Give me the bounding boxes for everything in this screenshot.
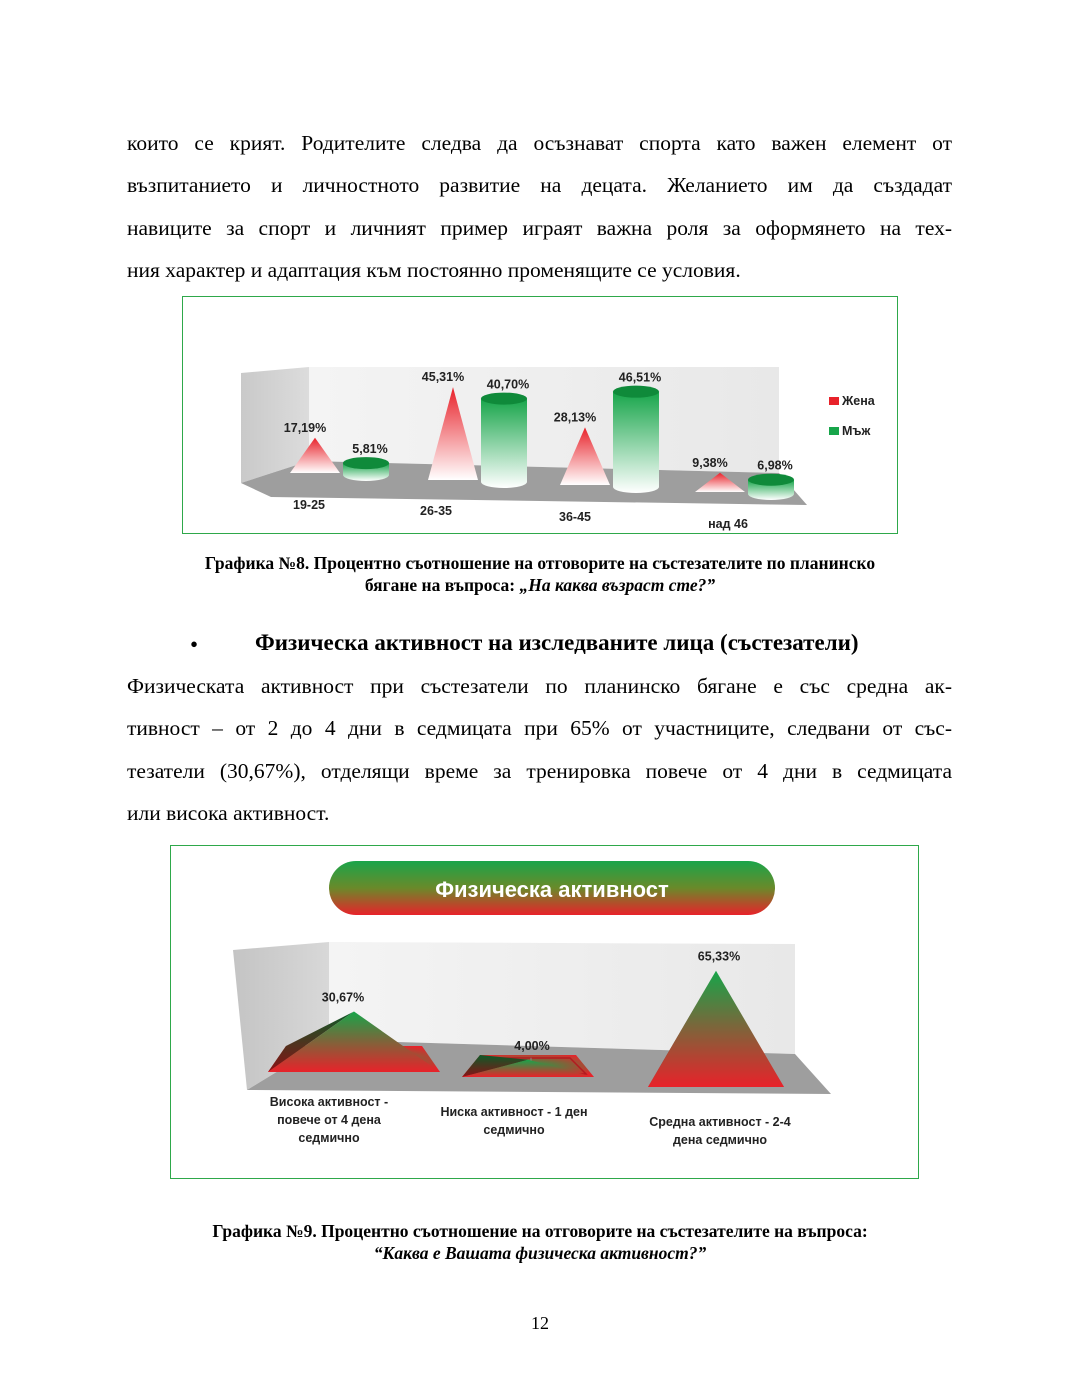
legend-female: Жена	[842, 394, 875, 408]
category-label-1: повече от 4 дена	[277, 1113, 381, 1127]
bar-male-top-над 46	[748, 474, 794, 486]
legend-male: Мъж	[842, 424, 871, 438]
paragraph-line: тезатели (30,67%), отделящи време за тренировка повече от 4 дни в седмицата	[127, 758, 952, 783]
data-label-3: 65,33%	[697, 949, 741, 964]
section-heading: Физическа активност на изследваните лица (състезатели)	[255, 630, 859, 655]
category-label-19-25: 19-25	[293, 498, 325, 512]
bar-male-top-26-35	[481, 393, 527, 405]
category-label-3: дена седмично	[672, 1133, 768, 1147]
bullet-icon: •	[190, 632, 199, 657]
category-label-36-45: 36-45	[559, 510, 591, 524]
paragraph-line: ния характер и адаптация към постоянно променящите се условия.	[127, 257, 741, 282]
data-label-male-26-35: 40,70%	[486, 377, 530, 392]
paragraph-line: или висока активност.	[127, 800, 330, 825]
caption-8	[100, 552, 980, 596]
category-label-26-35: 26-35	[420, 504, 452, 518]
caption-9-line-1: Графика №9. Процентно съотношение на отговорите на състезателите на въпроса:	[212, 1221, 868, 1241]
chart-9	[170, 845, 919, 1179]
legend-swatch-female	[829, 397, 839, 405]
paragraph-line: Физическата активност при състезатели по планинско бягане е със средна ак-	[127, 674, 952, 698]
bar-male-top-36-45	[613, 386, 659, 398]
caption-9	[100, 1220, 980, 1264]
data-label-female-19-25: 17,19%	[283, 420, 327, 435]
bar-male-26-35	[481, 399, 527, 488]
data-label-female-над 46: 9,38%	[692, 455, 728, 470]
data-label-male-36-45: 46,51%	[618, 370, 662, 385]
category-label-1: седмично	[298, 1131, 360, 1145]
chart-9-svg	[171, 846, 918, 1178]
legend-swatch-male	[829, 427, 839, 435]
paragraph-2	[127, 665, 952, 834]
caption-9-line-2	[100, 1242, 980, 1264]
paragraph-line: тивност – от 2 до 4 дни в седмицата при 65% от участниците, следвани от със-	[127, 716, 952, 741]
caption-8-line-1: Графика №8. Процентно съотношение на отговорите на състезателите по планинско	[204, 553, 876, 573]
page-number: 12	[531, 1313, 549, 1333]
category-label-3: Средна активност - 2-4	[649, 1115, 791, 1129]
data-label-female-36-45: 28,13%	[553, 410, 597, 425]
bar-male-top-19-25	[343, 457, 389, 469]
bar-male-36-45	[613, 392, 659, 493]
data-label-1: 30,67%	[321, 990, 365, 1005]
paragraph-line: навиците за спорт и личният пример играят важна роля за оформянето на тех-	[127, 215, 952, 240]
category-label-2: Ниска активност - 1 ден	[440, 1105, 588, 1119]
caption-9-italic: “Каква е Вашата физическа активност?”	[373, 1243, 707, 1263]
caption-8-italic: „На каква възраст сте?”	[519, 575, 716, 595]
data-label-female-26-35: 45,31%	[421, 370, 465, 385]
chart-9-title: Физическа активност	[435, 877, 669, 902]
data-label-2: 4,00%	[514, 1038, 550, 1053]
category-label-над 46: над 46	[708, 517, 748, 531]
caption-8-plain: бягане на въпроса:	[364, 575, 520, 595]
paragraph-line: възпитанието и личностното развитие на децата. Желанието им да създадат	[127, 173, 952, 198]
paragraph-1	[127, 122, 952, 291]
chart-8-svg	[183, 297, 897, 533]
category-label-2: седмично	[483, 1123, 545, 1137]
paragraph-line: които се крият. Родителите следва да осъзнават спорта като важен елемент от	[127, 131, 952, 155]
data-label-male-над 46: 6,98%	[757, 458, 793, 473]
chart-8	[182, 296, 898, 534]
caption-8-line-2	[100, 574, 980, 596]
category-label-1: Висока активност -	[269, 1095, 389, 1109]
data-label-male-19-25: 5,81%	[352, 442, 388, 457]
